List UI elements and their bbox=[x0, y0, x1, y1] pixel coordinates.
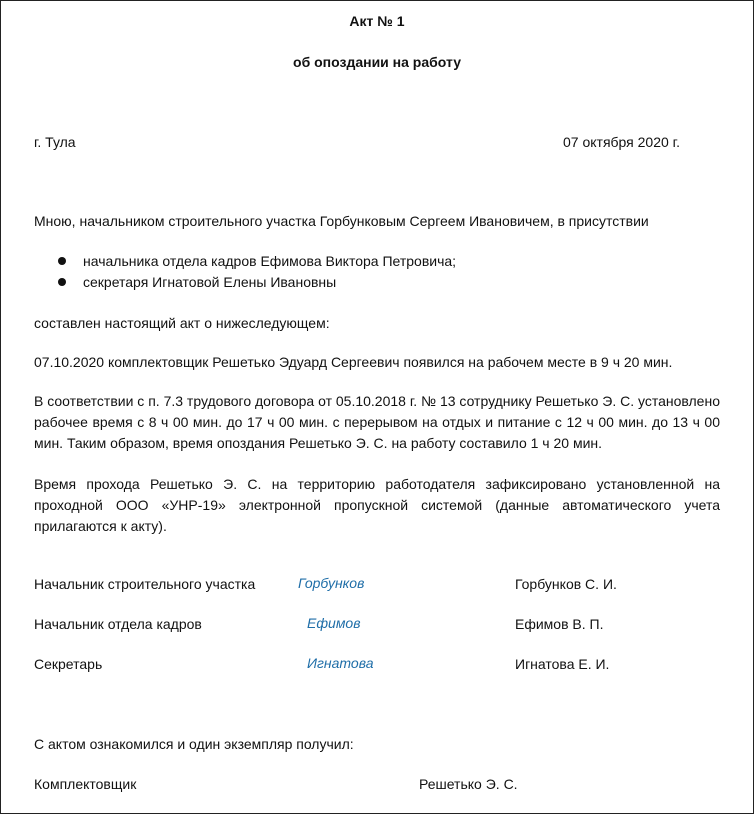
document-title: Акт № 1 bbox=[349, 13, 405, 29]
bullet-icon bbox=[58, 278, 66, 286]
witness-item: начальника отдела кадров Ефимова Виктора Петровича; bbox=[83, 253, 457, 269]
composed-text: составлен настоящий акт о нижеследующем: bbox=[34, 315, 330, 331]
city: г. Тула bbox=[34, 134, 76, 150]
witness-item: секретаря Игнатовой Елены Ивановны bbox=[83, 274, 337, 290]
bullet-icon bbox=[58, 257, 66, 265]
signer-name: Ефимов В. П. bbox=[515, 616, 604, 632]
acknowledgement-name: Решетько Э. С. bbox=[419, 776, 518, 792]
intro-text: Мною, начальником строительного участка Горбунковым Сергеем Ивановичем, в присутствии bbox=[34, 213, 649, 229]
signer-position: Начальник строительного участка bbox=[34, 576, 256, 592]
signer-position: Начальник отдела кадров bbox=[34, 616, 202, 632]
document-date: 07 октября 2020 г. bbox=[563, 134, 680, 150]
paragraph-contract: В соответствии с п. 7.3 трудового договора от 05.10.2018 г. № 13 сотруднику Решетько Э. С. установлено рабочее время с 8 ч 00 мин. до 17 ч 00 мин. с перерывом на отдых и питание с 12 ч 00 мин. до 13 ч 00 мин. Таким образом, время опоздания Решетько Э. С. на работу составило 1 ч 20 мин. bbox=[34, 393, 720, 451]
handwritten-signature: Игнатова bbox=[307, 655, 374, 671]
acknowledgement-text: С актом ознакомился и один экземпляр получил: bbox=[34, 736, 354, 752]
signer-name: Горбунков С. И. bbox=[515, 576, 617, 592]
signer-name: Игнатова Е. И. bbox=[515, 656, 610, 672]
handwritten-signature: Ефимов bbox=[307, 615, 361, 631]
document-subtitle: об опоздании на работу bbox=[293, 54, 461, 70]
handwritten-signature: Горбунков bbox=[298, 575, 365, 591]
paragraph-access-system: Время прохода Решетько Э. С. на территорию работодателя зафиксировано установленной на проходной ООО «УНР-19» электронной пропускной системой (данные автоматического учета прилагаются к акту). bbox=[34, 476, 720, 534]
paragraph-lateness: 07.10.2020 комплектовщик Решетько Эдуард Сергеевич появился на рабочем месте в 9 ч 20 мин. bbox=[34, 354, 673, 370]
signer-position: Секретарь bbox=[34, 656, 103, 672]
acknowledgement-position: Комплектовщик bbox=[34, 776, 137, 792]
